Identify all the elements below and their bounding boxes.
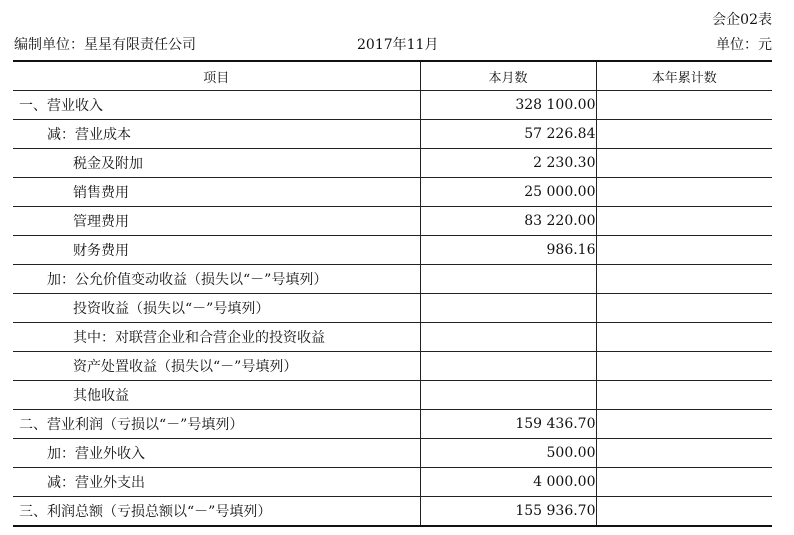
table-row: [13, 323, 772, 352]
row-month-value: 4 000.00: [420, 468, 596, 497]
row-ytd-value: [596, 265, 772, 294]
row-item-label: 管理费用: [13, 207, 420, 236]
report-meta: [14, 34, 772, 54]
row-item-label: 减：营业成本: [13, 120, 420, 149]
table-row: [13, 294, 772, 323]
row-month-value: 2 230.30: [420, 149, 596, 178]
row-month-value: 57 226.84: [420, 120, 596, 149]
row-ytd-value: [596, 468, 772, 497]
table-row: [13, 265, 772, 294]
row-item-label: 加：营业外收入: [13, 439, 420, 468]
table-row: [13, 410, 772, 439]
row-month-value: 986.16: [420, 236, 596, 265]
row-month-value: 500.00: [420, 439, 596, 468]
row-month-value: [420, 323, 596, 352]
report-period: 2017年11月: [357, 37, 439, 53]
row-ytd-value: [596, 323, 772, 352]
column-header-item: 项目: [13, 61, 420, 91]
table-row: [13, 120, 772, 149]
row-item-label: 税金及附加: [13, 149, 420, 178]
table-row: [13, 497, 772, 527]
table-row: [13, 236, 772, 265]
table-row: [13, 149, 772, 178]
table-row: [13, 178, 772, 207]
currency-unit: 单位：元: [716, 37, 772, 53]
row-ytd-value: [596, 91, 772, 120]
form-code: 会企02表: [712, 12, 772, 28]
income-statement-table: [13, 60, 772, 527]
row-month-value: [420, 352, 596, 381]
row-item-label: 资产处置收益（损失以“－”号填列）: [13, 352, 420, 381]
row-item-label: 二、营业利润（亏损以“－”号填列）: [13, 410, 420, 439]
row-month-value: [420, 381, 596, 410]
row-item-label: 销售费用: [13, 178, 420, 207]
row-item-label: 投资收益（损失以“－”号填列）: [13, 294, 420, 323]
row-month-value: 155 936.70: [420, 497, 596, 527]
row-ytd-value: [596, 149, 772, 178]
row-month-value: 25 000.00: [420, 178, 596, 207]
row-item-label: 一、营业收入: [13, 91, 420, 120]
row-ytd-value: [596, 207, 772, 236]
row-item-label: 三、利润总额（亏损总额以“－”号填列）: [13, 497, 420, 527]
table-body: [13, 91, 772, 527]
row-ytd-value: [596, 410, 772, 439]
column-header-ytd: 本年累计数: [596, 61, 772, 91]
row-item-label: 其中：对联营企业和合营企业的投资收益: [13, 323, 420, 352]
table-row: [13, 352, 772, 381]
row-ytd-value: [596, 381, 772, 410]
row-ytd-value: [596, 178, 772, 207]
column-header-month: 本月数: [420, 61, 596, 91]
row-ytd-value: [596, 120, 772, 149]
row-item-label: 加：公允价值变动收益（损失以“－”号填列）: [13, 265, 420, 294]
row-ytd-value: [596, 497, 772, 527]
row-month-value: 83 220.00: [420, 207, 596, 236]
row-ytd-value: [596, 236, 772, 265]
header-row: [13, 61, 772, 91]
row-month-value: [420, 265, 596, 294]
row-ytd-value: [596, 439, 772, 468]
row-item-label: 财务费用: [13, 236, 420, 265]
row-month-value: 328 100.00: [420, 91, 596, 120]
row-ytd-value: [596, 294, 772, 323]
company-name: 编制单位：星星有限责任公司: [14, 37, 196, 53]
table-row: [13, 207, 772, 236]
row-month-value: 159 436.70: [420, 410, 596, 439]
table-row: [13, 439, 772, 468]
table-row: [13, 468, 772, 497]
row-month-value: [420, 294, 596, 323]
row-item-label: 其他收益: [13, 381, 420, 410]
table-row: [13, 91, 772, 120]
row-item-label: 减：营业外支出: [13, 468, 420, 497]
table-row: [13, 381, 772, 410]
row-ytd-value: [596, 352, 772, 381]
